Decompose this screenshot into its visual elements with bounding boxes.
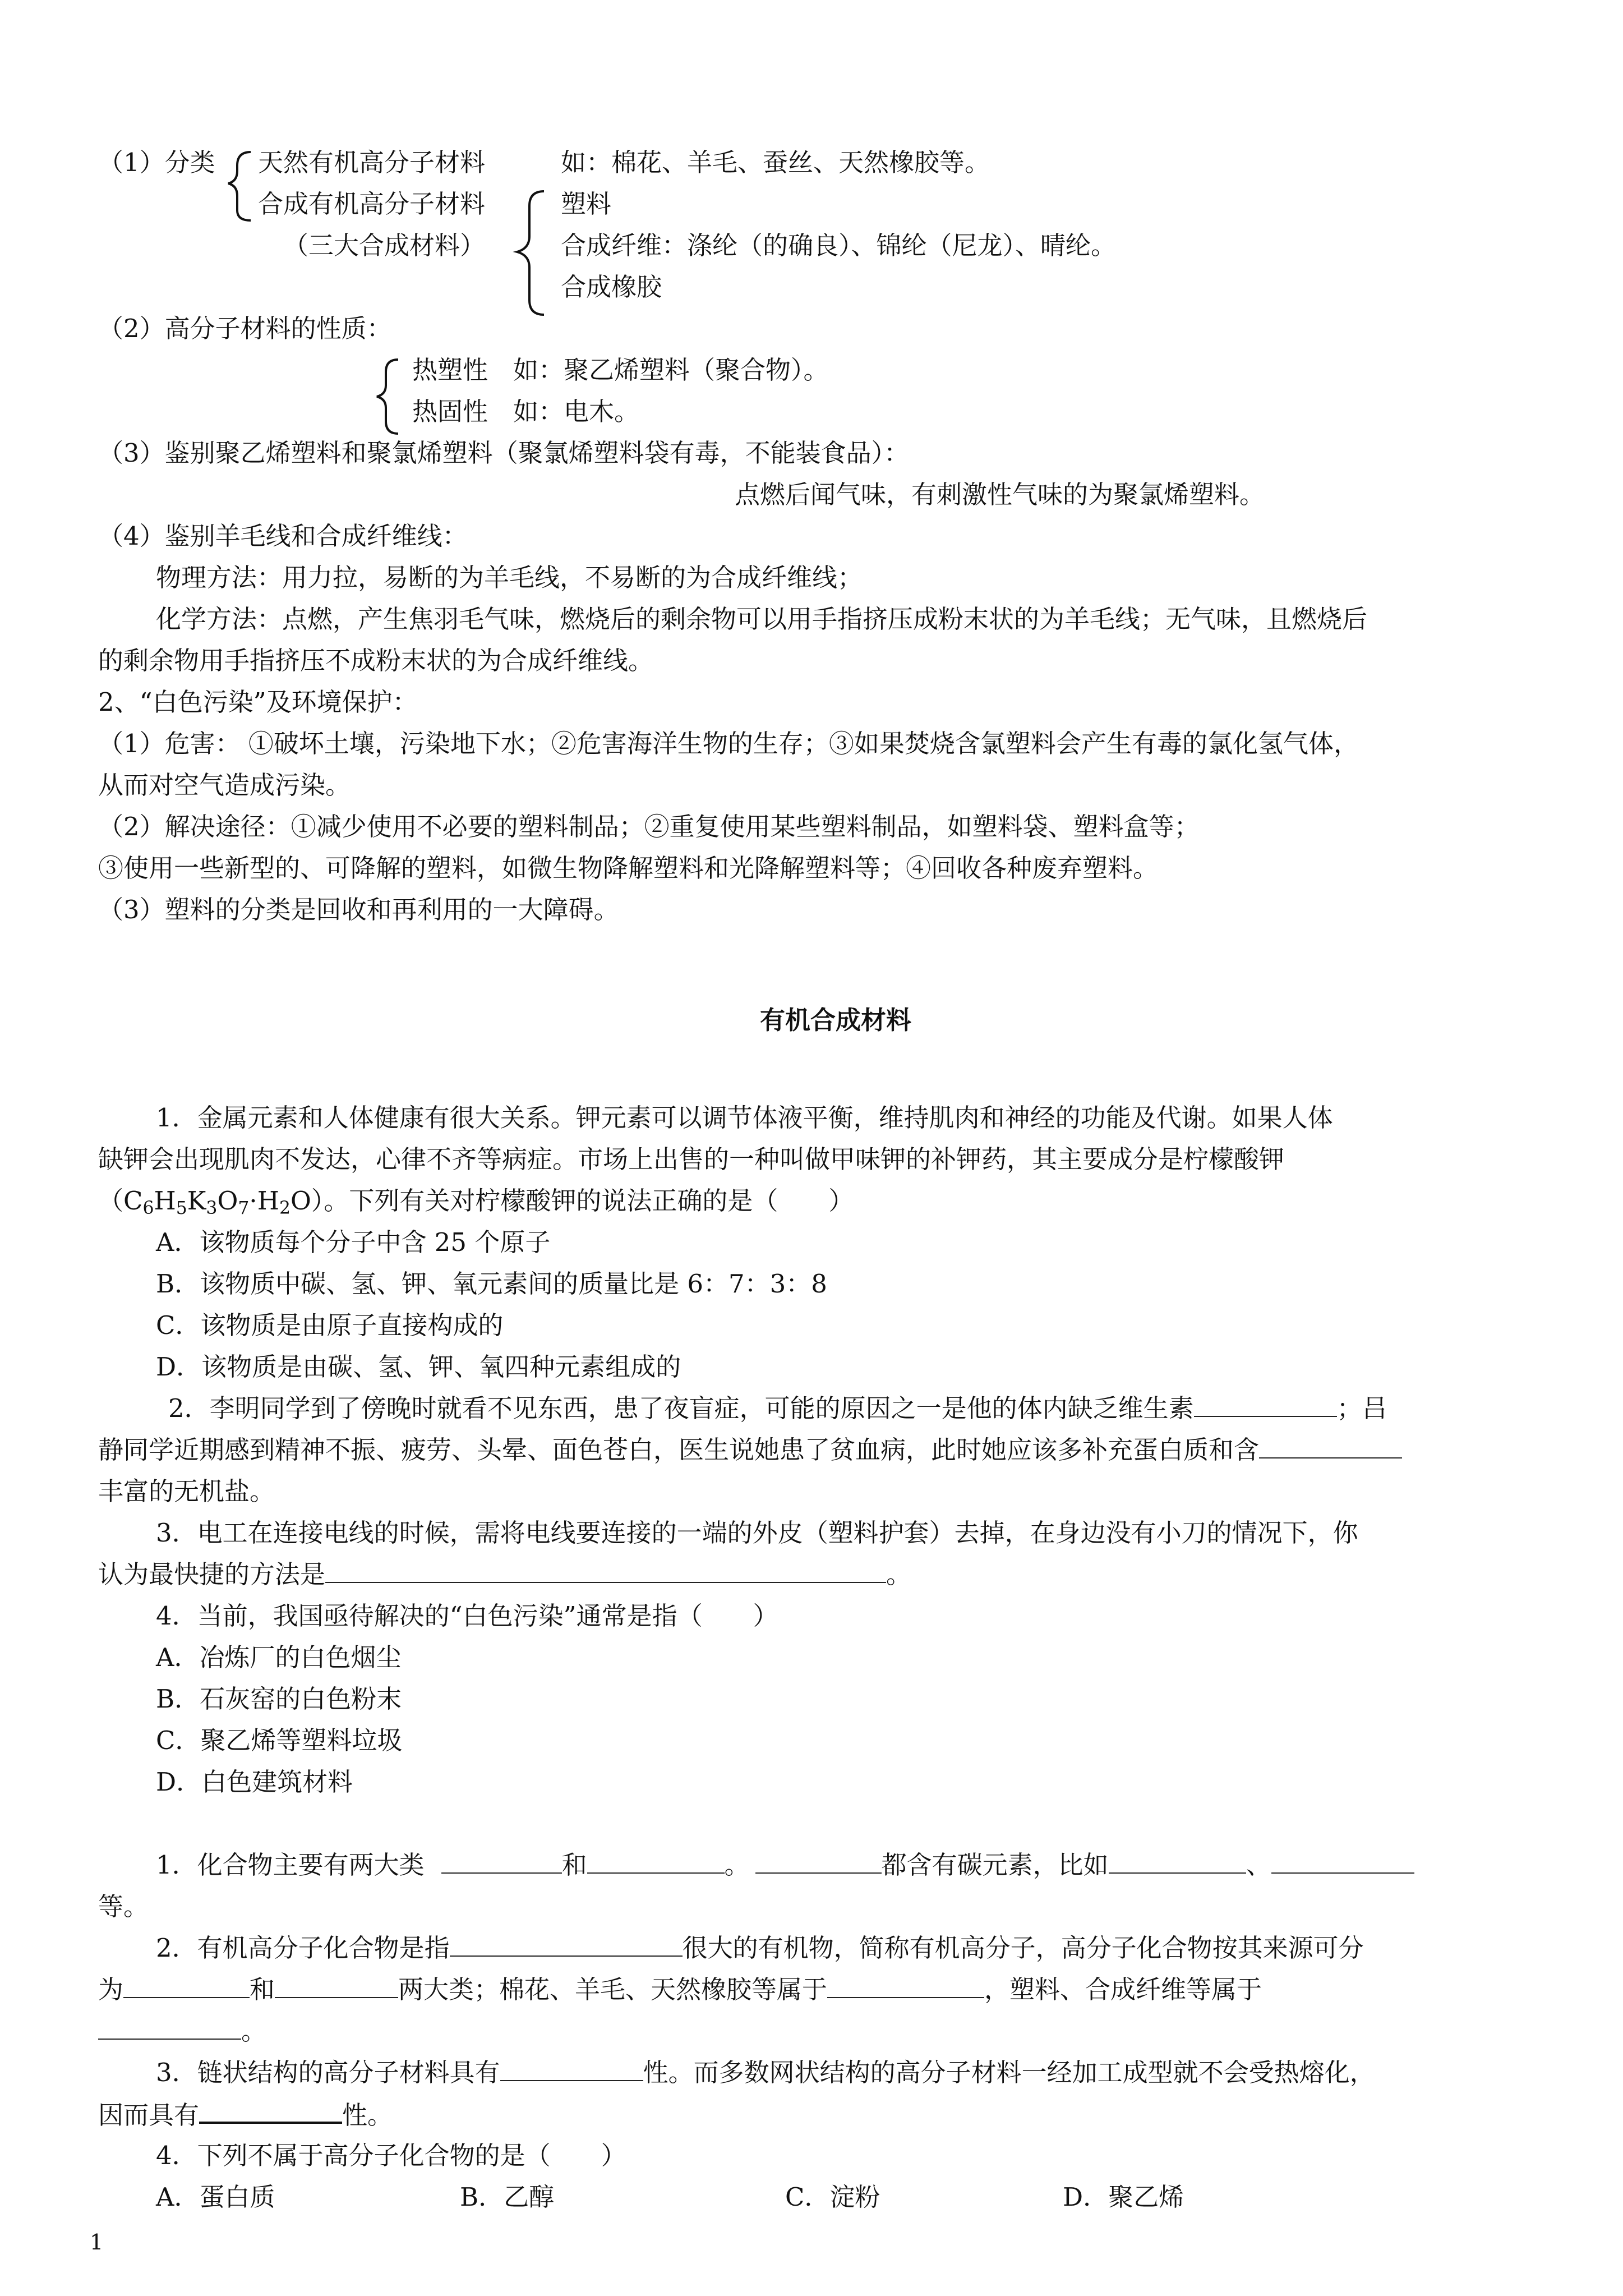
solution-2: ③使用一些新型的、可降解的塑料，如微生物降解塑料和光降解塑料等；④回收各种废弃塑料。 — [98, 853, 1159, 883]
q1-line-3 — [98, 1186, 854, 1216]
plastic-sorting: （3）塑料的分类是回收和再利用的一大障碍。 — [98, 895, 619, 924]
harm-2: 从而对空气造成污染。 — [98, 770, 351, 800]
q3-line-2: 认为最快捷的方法是 。 — [98, 1559, 912, 1589]
p4-option-c: C．淀粉 — [785, 2182, 880, 2212]
q1-option-a: A．该物质每个分子中含 25 个原子 — [156, 1227, 551, 1257]
q4-option-d: D．白色建筑材料 — [156, 1767, 353, 1797]
q1-option-b: B．该物质中碳、氢、钾、氧元素间的质量比是 6：7：3：8 — [156, 1269, 827, 1299]
p4-option-a: A．蛋白质 — [156, 2182, 275, 2212]
p3-line-1: 3．链状结构的高分子材料具有 性。而多数网状结构的高分子材料一经加工成型就不会受热熔化， — [156, 2058, 1375, 2087]
q1-line-2: 缺钾会出现肌肉不发达，心律不齐等病症。市场上出售的一种叫做甲味钾的补钾药，其主要成分是柠檬酸钾 — [98, 1144, 1285, 1174]
p2-blank-1[interactable] — [450, 1933, 683, 1957]
natural-material: 天然有机高分子材料 — [258, 148, 486, 177]
p1-blank-1[interactable] — [441, 1850, 562, 1874]
synthetic-material: 合成有机高分子材料 — [258, 189, 486, 219]
three-synthetic-materials: （三大合成材料） — [283, 231, 486, 260]
p2-blank-3[interactable] — [275, 1975, 398, 1998]
p2-blank-5[interactable] — [98, 2016, 241, 2040]
chemical-method-2: 的剩余物用手指挤压不成粉末状的为合成纤维线。 — [98, 646, 654, 675]
p4-option-b: B．乙醇 — [460, 2182, 555, 2212]
p1-line-2: 等。 — [98, 1892, 149, 1921]
q1-option-d: D．该物质是由碳、氢、钾、氧四种元素组成的 — [156, 1352, 681, 1382]
identify-wool: （4）鉴别羊毛线和合成纤维线： — [98, 521, 468, 551]
q2-blank-mineral[interactable] — [1259, 1435, 1402, 1458]
thermoplastic: 热塑性 如：聚乙烯塑料（聚合物）。 — [412, 355, 829, 385]
q1-line-1: 1．金属元素和人体健康有很大关系。钾元素可以调节体液平衡，维持肌肉和神经的功能及代谢。如果人体 — [156, 1103, 1333, 1133]
page-number: 1 — [90, 2230, 104, 2254]
natural-material-examples: 如：棉花、羊毛、蚕丝、天然橡胶等。 — [561, 148, 990, 177]
page-title: 有机合成材料 — [760, 1005, 912, 1035]
q4-option-c: C．聚乙烯等塑料垃圾 — [156, 1726, 403, 1755]
classification-label: （1）分类 — [98, 148, 215, 177]
synthetic-brace — [515, 188, 548, 323]
harm-1: （1）危害： ①破坏土壤，污染地下水；②危害海洋生物的生存；③如果焚烧含氯塑料会产生有毒的氯化氢气体， — [98, 729, 1359, 758]
p4-stem: 4．下列不属于高分子化合物的是（ ） — [156, 2141, 626, 2170]
properties-brace — [375, 356, 403, 440]
plastic: 塑料 — [561, 189, 612, 219]
p3-line-2: 因而具有 性。 — [98, 2100, 393, 2130]
classification-brace — [227, 149, 255, 227]
p3-blank-2[interactable] — [199, 2099, 342, 2124]
p1-blank-5[interactable] — [1271, 1850, 1414, 1874]
p2-blank-2[interactable] — [123, 1975, 250, 1998]
identify-plastic-answer: 点燃后闻气味，有刺激性气味的为聚氯烯塑料。 — [735, 480, 1265, 509]
properties-heading: （2）高分子材料的性质： — [98, 314, 392, 343]
q4-option-a: A．冶炼厂的白色烟尘 — [156, 1642, 402, 1672]
p1-blank-2[interactable] — [587, 1850, 725, 1874]
p2-line-1: 2．有机高分子化合物是指 很大的有机物，简称有机高分子，高分子化合物按其来源可分 — [156, 1933, 1364, 1963]
q3-blank-method[interactable] — [325, 1559, 886, 1583]
q2-blank-vitamin[interactable] — [1194, 1393, 1337, 1417]
thermoset: 热固性 如：电木。 — [412, 397, 640, 426]
white-pollution-heading: 2、“白色污染”及环境保护： — [98, 687, 418, 717]
q1-formula: $(C_6H_5K_3O_7\cdot H_2O)$ — [98, 1186, 324, 1218]
identify-plastic: （3）鉴别聚乙烯塑料和聚氯烯塑料（聚氯烯塑料袋有毒，不能装食品）： — [98, 438, 910, 468]
p2-line-2: 为 和 两大类；棉花、羊毛、天然橡胶等属于 ，塑料、合成纤维等属于 — [98, 1975, 1262, 2004]
q4-stem: 4．当前，我国亟待解决的“白色污染”通常是指（ ） — [156, 1601, 778, 1631]
chemical-method-1: 化学方法：点燃，产生焦羽毛气味，燃烧后的剩余物可以用手指挤压成粉末状的为羊毛线；无气味，且燃烧后 — [156, 604, 1368, 634]
p1-blank-3[interactable] — [755, 1850, 882, 1874]
q2-line-2: 静同学近期感到精神不振、疲劳、头晕、面色苍白，医生说她患了贫血病，此时她应该多补充蛋白质和含 — [98, 1435, 1402, 1465]
synthetic-fiber: 合成纤维：涤纶（的确良）、锦纶（尼龙）、晴纶。 — [561, 231, 1117, 260]
q2-line-3: 丰富的无机盐。 — [98, 1476, 275, 1506]
p2-line-3: 。 — [98, 2016, 266, 2046]
p4-option-d: D．聚乙烯 — [1063, 2182, 1184, 2212]
p2-blank-4[interactable] — [827, 1975, 984, 1998]
q2-line-1: 2．李明同学到了傍晚时就看不见东西，患了夜盲症，可能的原因之一是他的体内缺乏维生素 ；吕 — [168, 1393, 1387, 1423]
physical-method: 物理方法：用力拉，易断的为羊毛线，不易断的为合成纤维线； — [156, 563, 863, 592]
q1-option-c: C．该物质是由原子直接构成的 — [156, 1310, 504, 1340]
q1-stem: 。下列有关对柠檬酸钾的说法正确的是（ ） — [324, 1186, 854, 1216]
solution-1: （2）解决途径：①减少使用不必要的塑料制品；②重复使用某些塑料制品，如塑料袋、塑料盒等； — [98, 812, 1200, 841]
p3-blank-1[interactable] — [500, 2058, 643, 2081]
q3-line-1: 3．电工在连接电线的时候，需将电线要连接的一端的外皮（塑料护套）去掉，在身边没有小刀的情况下，你 — [156, 1518, 1358, 1548]
q4-option-b: B．石灰窑的白色粉末 — [156, 1684, 402, 1714]
p1-line-1: 1．化合物主要有两大类 和 。 都含有碳元素，比如 、 — [156, 1850, 1414, 1880]
p1-blank-4[interactable] — [1109, 1850, 1246, 1874]
synthetic-rubber: 合成橡胶 — [561, 272, 662, 302]
